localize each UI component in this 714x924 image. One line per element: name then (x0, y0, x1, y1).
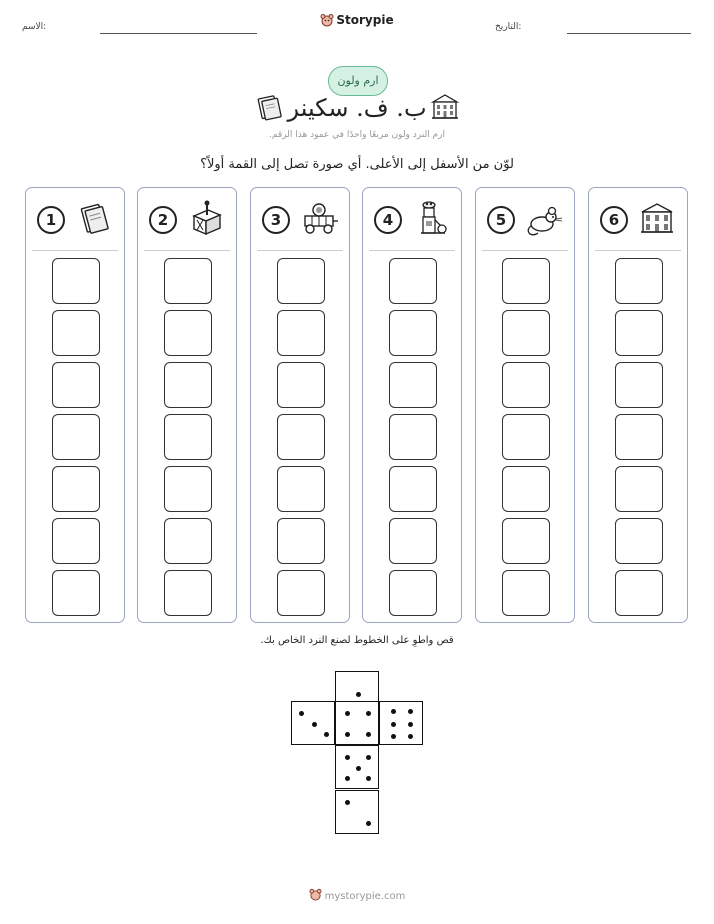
color-square[interactable] (277, 362, 325, 408)
color-square[interactable] (164, 258, 212, 304)
column-divider (369, 250, 455, 251)
color-square[interactable] (52, 258, 100, 304)
building-icon (430, 92, 460, 122)
color-square[interactable] (615, 414, 663, 460)
color-square[interactable] (52, 570, 100, 616)
dice-pip (366, 755, 371, 760)
color-square[interactable] (615, 466, 663, 512)
dice-pip (312, 722, 317, 727)
footer-url: mystorypie.com (324, 891, 406, 902)
subtitle: ارم النرد ولون مربعًا واحدًا في عمود هذا الرقم. (269, 130, 445, 140)
book-icon (74, 198, 114, 238)
color-square[interactable] (615, 310, 663, 356)
dice-pip (366, 776, 371, 781)
name-label: الاسم: (22, 22, 47, 32)
color-square[interactable] (164, 414, 212, 460)
color-square[interactable] (502, 414, 550, 460)
color-square[interactable] (389, 258, 437, 304)
page-title: ب. ف. سكينر (287, 94, 427, 122)
dice-column-1 (25, 187, 125, 623)
color-square[interactable] (52, 310, 100, 356)
color-square[interactable] (389, 310, 437, 356)
brand-name: Storypie (336, 13, 394, 27)
brand (0, 13, 714, 27)
color-square[interactable] (52, 362, 100, 408)
dice-face-5 (335, 745, 379, 789)
column-divider (32, 250, 118, 251)
lever-box-icon (186, 198, 226, 238)
dice-pip (345, 711, 350, 716)
color-square[interactable] (502, 466, 550, 512)
color-square[interactable] (389, 518, 437, 564)
dice-pip (366, 821, 371, 826)
column-divider (144, 250, 230, 251)
color-square[interactable] (615, 518, 663, 564)
color-square[interactable] (277, 570, 325, 616)
dice-pip (345, 732, 350, 737)
column-divider (482, 250, 568, 251)
dice-face-2 (335, 790, 379, 834)
dice-pip (366, 732, 371, 737)
storypie-logo-icon (309, 888, 322, 901)
color-square[interactable] (277, 466, 325, 512)
dice-face-6 (379, 701, 423, 745)
dice-pip (391, 722, 396, 727)
dice-pip (356, 692, 361, 697)
dice-face-4 (335, 701, 379, 745)
dice-pip (356, 766, 361, 771)
activity-badge: ارم ولون (328, 66, 388, 96)
color-square[interactable] (164, 310, 212, 356)
cut-instruction: قص واطوِ على الخطوط لصنع النرد الخاص بك. (260, 635, 454, 646)
color-square[interactable] (277, 414, 325, 460)
color-square[interactable] (502, 258, 550, 304)
column-number: 1 (37, 206, 65, 234)
column-divider (257, 250, 343, 251)
dice-pip (391, 734, 396, 739)
color-square[interactable] (502, 570, 550, 616)
column-number: 2 (149, 206, 177, 234)
color-square[interactable] (277, 518, 325, 564)
dice-pip (408, 722, 413, 727)
dice-pip (345, 800, 350, 805)
dice-pip (345, 755, 350, 760)
dice-column-4 (362, 187, 462, 623)
column-number: 5 (487, 206, 515, 234)
color-square[interactable] (502, 362, 550, 408)
color-square[interactable] (389, 466, 437, 512)
color-square[interactable] (52, 518, 100, 564)
color-square[interactable] (277, 258, 325, 304)
dice-column-3 (250, 187, 350, 623)
column-number: 3 (262, 206, 290, 234)
color-square[interactable] (615, 258, 663, 304)
dice-pip (408, 734, 413, 739)
footer (0, 888, 714, 902)
color-square[interactable] (502, 518, 550, 564)
color-square[interactable] (615, 362, 663, 408)
dice-pip (324, 732, 329, 737)
dice-column-5 (475, 187, 575, 623)
column-divider (595, 250, 681, 251)
wagon-icon (299, 198, 339, 238)
dice-pip (391, 709, 396, 714)
dice-column-2 (137, 187, 237, 623)
date-line (567, 33, 691, 34)
instruction: لوّن من الأسفل إلى الأعلى. أي صورة تصل إلى القمة أولاً؟ (200, 157, 514, 172)
dice-pip (366, 711, 371, 716)
dice-face-3 (291, 701, 335, 745)
dice-pip (299, 711, 304, 716)
mouse-icon (524, 198, 564, 238)
pellet-dispenser-icon (411, 198, 451, 238)
color-square[interactable] (277, 310, 325, 356)
dice-pip (345, 776, 350, 781)
color-square[interactable] (164, 362, 212, 408)
color-square[interactable] (389, 362, 437, 408)
color-square[interactable] (52, 414, 100, 460)
name-line (100, 33, 257, 34)
color-square[interactable] (389, 414, 437, 460)
building-icon (637, 198, 677, 238)
color-square[interactable] (164, 570, 212, 616)
dice-column-6 (588, 187, 688, 623)
color-square[interactable] (389, 570, 437, 616)
date-label: التاريخ: (495, 22, 522, 32)
dice-pip (408, 709, 413, 714)
color-square[interactable] (615, 570, 663, 616)
color-square[interactable] (52, 466, 100, 512)
color-square[interactable] (164, 466, 212, 512)
column-number: 6 (600, 206, 628, 234)
storypie-logo-icon (320, 13, 334, 27)
color-square[interactable] (502, 310, 550, 356)
column-number: 4 (374, 206, 402, 234)
color-square[interactable] (164, 518, 212, 564)
